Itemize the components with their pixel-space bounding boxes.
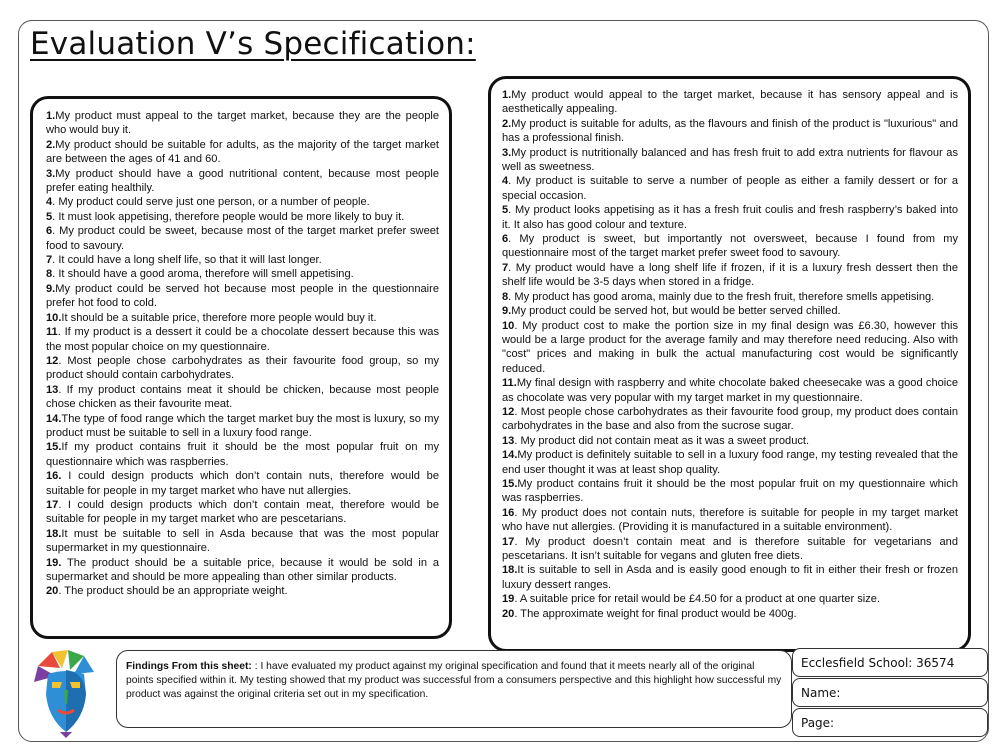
- specification-item-number: 20: [46, 585, 59, 598]
- evaluation-item-number: 12: [502, 405, 515, 418]
- specification-item-number: 8: [46, 268, 53, 281]
- specification-item-text: I could design products which don’t contain nuts, therefore would be suitable for people in my target market who have nut allergies.: [46, 470, 439, 497]
- evaluation-item: [502, 477, 958, 506]
- specification-item: [46, 527, 439, 556]
- findings-text: : I have evaluated my product against my original specification and found that it meets nearly all of the original points specified within it. My testing showed that my product was successful from a consumers perspective and this highlight how successful my product was against the original criteria set out in my specification.: [126, 661, 782, 700]
- specification-item-number: 19.: [46, 556, 62, 569]
- specification-item-number: 11: [46, 326, 58, 339]
- evaluation-item: [502, 563, 958, 592]
- evaluation-item-number: 14.: [502, 449, 518, 462]
- specification-item-text: My product should be suitable for adults, as the majority of the target market are between the ages of 41 and 60.: [46, 138, 439, 166]
- specification-item: [46, 138, 439, 167]
- evaluation-item-text: . My product does not contain nuts, therefore is suitable for people in my target market who have nut allergies. (Providing it is manufactured in a suitable environment).: [502, 506, 958, 534]
- evaluation-item: [502, 88, 958, 117]
- evaluation-box: [488, 76, 971, 652]
- evaluation-item-text: My product contains fruit it should be the most popular fruit on my questionnaire which was raspberries.: [502, 477, 958, 505]
- specification-item-text: . It should have a good aroma, therefore will smell appetising.: [52, 268, 354, 281]
- evaluation-item-text: . My product is suitable to serve a number of people as either a family dessert or for a special occasion.: [502, 175, 958, 202]
- specification-item-number: 16.: [46, 470, 62, 483]
- specification-item-text: . Most people chose carbohydrates as their favourite food group, so my product should contain carbohydrates.: [46, 354, 439, 382]
- evaluation-item-number: 20: [502, 607, 515, 620]
- evaluation-item-text: . My product doesn’t contain meat and is therefore suitable for vegetarians and pescetarians. It isn’t suitable for vegans and gluten free diets.: [502, 535, 958, 562]
- evaluation-item-number: 2.: [502, 117, 512, 130]
- specification-item-text: . The product should be an appropriate weight.: [58, 585, 288, 598]
- specification-item: [46, 311, 439, 325]
- evaluation-item-text: . My product looks appetising as it has a fresh fruit coulis and fresh raspberry’s baked into it. It also has good colour and texture.: [502, 204, 958, 231]
- evaluation-item-text: My product could be served hot, but would be better served chilled.: [511, 305, 841, 318]
- evaluation-item-number: 1.: [502, 89, 512, 101]
- specification-item-text: . If my product is a dessert it could be a chocolate dessert because this was the most popular choice on my questionnaire.: [46, 326, 439, 353]
- evaluation-item: [502, 405, 958, 434]
- evaluation-item-number: 10: [502, 319, 515, 332]
- specification-item-number: 9.: [46, 282, 56, 295]
- evaluation-item-number: 4: [502, 175, 509, 188]
- specification-item-text: My product must appeal to the target market, because they are the people who would buy it.: [46, 110, 439, 137]
- evaluation-item: [502, 448, 958, 477]
- evaluation-item-number: 16: [502, 506, 515, 519]
- specification-item-text: The type of food range which the target market buy the most is luxury, so my product must be suitable to sell in a luxury food range.: [46, 412, 439, 439]
- evaluation-item-text: My product would appeal to the target market, because it has sensory appeal and is aesthetically appealing.: [502, 89, 958, 116]
- evaluation-item-text: . My product cost to make the portion size in my final design was £6.30, however this would be a large product for the average family and may therefore need reducing. Also with "cost" prices and making in bulk the actual manufacturing cost would be significantly reduced.: [502, 319, 958, 375]
- specification-item-number: 1.: [46, 110, 56, 122]
- specification-item-number: 12: [46, 354, 59, 367]
- page-label: Page:: [801, 716, 835, 730]
- evaluation-item-text: . My product has good aroma, mainly due to the fresh fruit, therefore smells appetising.: [508, 290, 935, 303]
- specification-item-text: . I could design products which don’t contain meat, therefore would be suitable for people in my target market who are pescetarians.: [46, 498, 439, 526]
- evaluation-item: [502, 117, 958, 146]
- evaluation-item: [502, 304, 958, 318]
- evaluation-item: [502, 203, 958, 232]
- specification-item-text: . My product could be sweet, because most of the target market prefer sweet food to savoury.: [46, 225, 439, 252]
- specification-item-number: 18.: [46, 527, 62, 540]
- specification-item: [46, 469, 439, 498]
- specification-item-text: . It must look appetising, therefore people would be more likely to buy it.: [52, 210, 405, 223]
- specification-item: [46, 412, 439, 441]
- evaluation-item-number: 17: [502, 535, 515, 548]
- evaluation-item-number: 15.: [502, 477, 518, 490]
- evaluation-item-text: . My product would have a long shelf life if frozen, if it is a luxury fresh dessert then the shelf life would be 3-5 days when stored in a fridge.: [502, 261, 958, 289]
- evaluation-item-number: 9.: [502, 305, 512, 318]
- findings-label: Findings From this sheet:: [126, 661, 255, 672]
- evaluation-item-text: My product is suitable for adults, as the flavours and finish of the product is "luxurious" and has a professional finish.: [502, 117, 958, 145]
- evaluation-item: [502, 261, 958, 290]
- evaluation-item-number: 11.: [502, 377, 517, 390]
- evaluation-item-text: . Most people chose carbohydrates as their favourite food group, my product does contain carbohydrates in the base and also from the sucrose sugar.: [502, 405, 958, 433]
- evaluation-item: [502, 146, 958, 175]
- specification-item: [46, 210, 439, 224]
- specification-item: [46, 253, 439, 267]
- evaluation-item: [502, 319, 958, 377]
- findings-box: [116, 650, 792, 728]
- name-label: Name:: [801, 686, 841, 700]
- evaluation-item: [502, 376, 958, 405]
- specification-item-text: . It could have a long shelf life, so that it will last longer.: [52, 254, 322, 267]
- specification-item: [46, 167, 439, 196]
- specification-item-text: It must be suitable to sell in Asda because that was the most popular supermarket in my questionnaire.: [46, 527, 439, 555]
- evaluation-item-text: . My product did not contain meat as it was a sweet product.: [514, 434, 810, 447]
- specification-item: [46, 325, 439, 354]
- specification-item-text: The product should be a suitable price, because it would be sold in a supermarket and should be more appealing than other similar products.: [46, 556, 439, 583]
- evaluation-item-number: 7: [502, 261, 509, 274]
- specification-item: [46, 267, 439, 281]
- specification-item: [46, 556, 439, 585]
- specification-item: [46, 584, 439, 598]
- specification-item: [46, 498, 439, 527]
- evaluation-item: [502, 607, 958, 621]
- evaluation-item: [502, 506, 958, 535]
- specification-item-number: 13: [46, 383, 59, 396]
- specification-item: [46, 224, 439, 253]
- specification-box: [30, 96, 452, 639]
- evaluation-item-text: It is suitable to sell in Asda and is easily good enough to fit in either their fresh or frozen luxury dessert ranges.: [502, 564, 958, 591]
- specification-item-number: 6: [46, 225, 53, 238]
- evaluation-item-number: 3.: [502, 146, 512, 159]
- page-field[interactable]: [792, 708, 988, 737]
- school-field: [792, 648, 988, 677]
- specification-item-number: 5: [46, 210, 53, 223]
- specification-item-text: . If my product contains meat it should be chicken, because most people chose chicken as their favourite meat.: [46, 383, 439, 411]
- evaluation-item-number: 5: [502, 204, 509, 217]
- specification-item-number: 17: [46, 498, 59, 511]
- school-mask-logo-icon: [30, 648, 102, 738]
- specification-item-text: If my product contains fruit it should be the most popular fruit on my questionnaire which was raspberries.: [46, 441, 439, 468]
- specification-item: [46, 383, 439, 412]
- evaluation-item-text: . The approximate weight for final product would be 400g.: [514, 607, 797, 620]
- evaluation-item-number: 6: [502, 233, 509, 246]
- evaluation-item: [502, 592, 958, 606]
- evaluation-item: [502, 290, 958, 304]
- evaluation-item-number: 8: [502, 290, 509, 303]
- specification-item-number: 14.: [46, 412, 62, 425]
- evaluation-item: [502, 434, 958, 448]
- specification-item-text: My product could be served hot because most people in the questionnaire prefer hot food to cold.: [46, 282, 439, 310]
- specification-item: [46, 354, 439, 383]
- specification-item-number: 15.: [46, 441, 62, 454]
- specification-item-number: 3.: [46, 167, 56, 180]
- evaluation-item: [502, 232, 958, 261]
- specification-item: [46, 440, 439, 469]
- page-title: Evaluation V’s Specification:: [30, 26, 476, 62]
- evaluation-item-text: My final design with raspberry and white chocolate baked cheesecake was a good choice as chocolate was very popular with my target market in my questionnaire.: [502, 377, 958, 404]
- evaluation-item-number: 13: [502, 434, 515, 447]
- specification-item-text: . My product could serve just one person, or a number of people.: [52, 196, 370, 209]
- evaluation-item-number: 18.: [502, 564, 518, 577]
- evaluation-item-text: My product is nutritionally balanced and has fresh fruit to add extra nutrients for flavour as well as sweetness.: [502, 146, 958, 174]
- name-field[interactable]: [792, 678, 988, 707]
- specification-item-text: It should be a suitable price, therefore more people would buy it.: [61, 311, 377, 324]
- specification-item: [46, 195, 439, 209]
- school-label: Ecclesfield School: 36574: [801, 656, 955, 670]
- specification-item-number: 7: [46, 254, 53, 267]
- evaluation-item-text: . A suitable price for retail would be £4.50 for a product at one quarter size.: [514, 593, 881, 606]
- specification-item-text: My product should have a good nutritional content, because most people prefer eating healthily.: [46, 167, 439, 195]
- specification-item-number: 2.: [46, 138, 56, 151]
- specification-item-number: 10.: [46, 311, 62, 324]
- evaluation-item: [502, 535, 958, 564]
- evaluation-item: [502, 174, 958, 203]
- evaluation-item-text: My product is definitely suitable to sell in a luxury food range, my testing revealed that the end user thought it was at least shop quality.: [502, 449, 958, 476]
- evaluation-item-number: 19: [502, 593, 515, 606]
- specification-item: [46, 282, 439, 311]
- evaluation-item-text: . My product is sweet, but importantly not oversweet, because I found from my questionnaire most of the target market prefer sweet food to savoury.: [502, 233, 958, 260]
- specification-item-number: 4: [46, 196, 53, 209]
- specification-item: [46, 109, 439, 138]
